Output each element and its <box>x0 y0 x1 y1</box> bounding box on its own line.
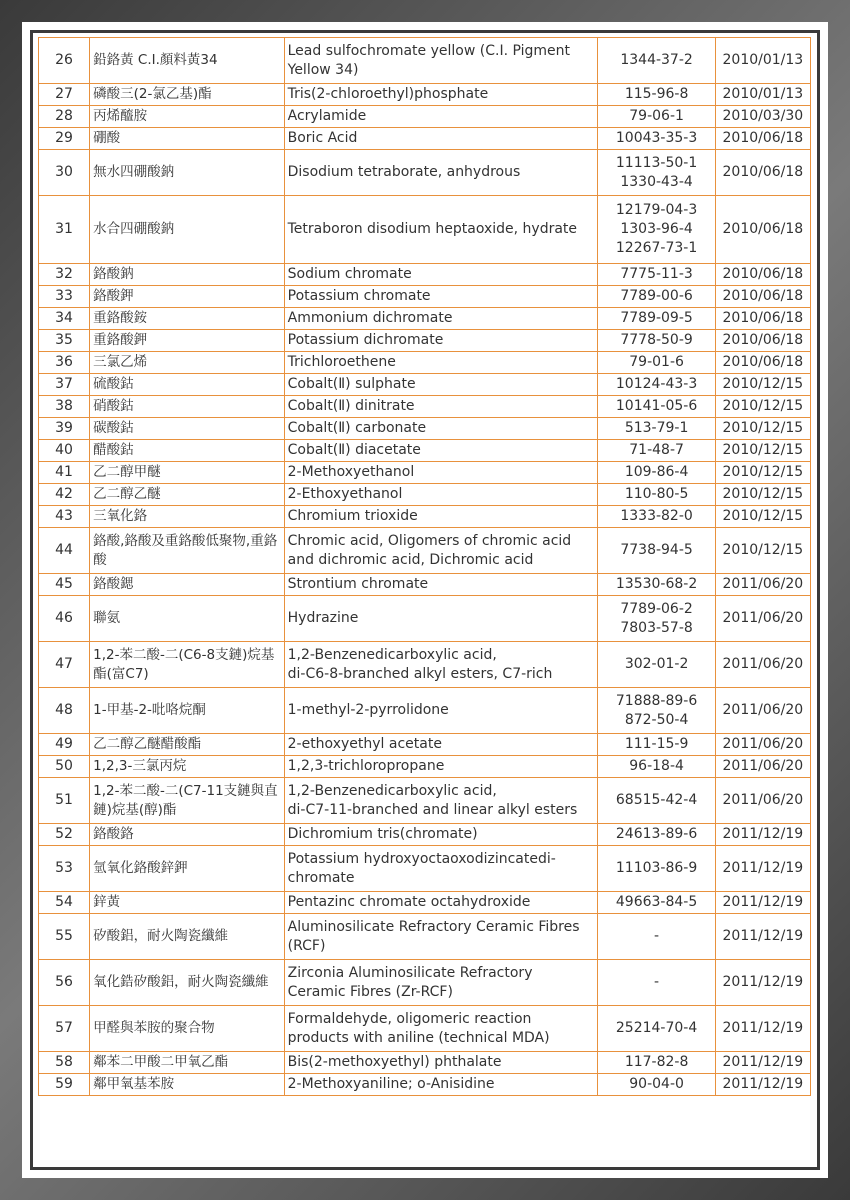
english-name-cell: Trichloroethene <box>284 352 598 374</box>
listing-date-cell: 2010/06/18 <box>715 128 810 150</box>
english-name-cell: Strontium chromate <box>284 574 598 596</box>
table-row <box>39 418 811 440</box>
english-name-cell: 2-Methoxyaniline; o-Anisidine <box>284 1074 598 1096</box>
table-row <box>39 642 811 688</box>
chinese-name-cell: 水合四硼酸鈉 <box>90 196 285 264</box>
row-number-cell: 31 <box>39 196 90 264</box>
table-row <box>39 1052 811 1074</box>
cas-number-cell: 10043-35-3 <box>598 128 715 150</box>
cas-number-cell: 10124-43-3 <box>598 374 715 396</box>
chinese-name-cell: 矽酸鋁，耐火陶瓷纖維 <box>90 914 285 960</box>
cas-number-cell: 71-48-7 <box>598 440 715 462</box>
chinese-name-cell: 氧化鋯矽酸鋁，耐火陶瓷纖維 <box>90 960 285 1006</box>
cas-number-cell: 49663-84-5 <box>598 892 715 914</box>
listing-date-cell: 2010/12/15 <box>715 462 810 484</box>
listing-date-cell: 2010/12/15 <box>715 484 810 506</box>
table-row <box>39 374 811 396</box>
english-name-cell: 1,2-Benzenedicarboxylic acid, di-C7-11-branched and linear alkyl esters <box>284 778 598 824</box>
english-name-cell: Sodium chromate <box>284 264 598 286</box>
cas-number-cell: 115-96-8 <box>598 84 715 106</box>
chinese-name-cell: 鉻酸鈉 <box>90 264 285 286</box>
table-row <box>39 38 811 84</box>
english-name-cell: 1-methyl-2-pyrrolidone <box>284 688 598 734</box>
chinese-name-cell: 聯氨 <box>90 596 285 642</box>
table-row <box>39 778 811 824</box>
listing-date-cell: 2011/06/20 <box>715 596 810 642</box>
row-number-cell: 37 <box>39 374 90 396</box>
row-number-cell: 33 <box>39 286 90 308</box>
substance-table <box>38 37 811 1096</box>
english-name-cell: Chromium trioxide <box>284 506 598 528</box>
row-number-cell: 46 <box>39 596 90 642</box>
table-row <box>39 688 811 734</box>
table-row <box>39 734 811 756</box>
listing-date-cell: 2010/06/18 <box>715 330 810 352</box>
english-name-cell: Cobalt(Ⅱ) carbonate <box>284 418 598 440</box>
cas-number-cell: 302-01-2 <box>598 642 715 688</box>
cas-number-cell: 1333-82-0 <box>598 506 715 528</box>
table-row <box>39 196 811 264</box>
chinese-name-cell: 三氧化鉻 <box>90 506 285 528</box>
chinese-name-cell: 硝酸鈷 <box>90 396 285 418</box>
english-name-cell: Acrylamide <box>284 106 598 128</box>
row-number-cell: 47 <box>39 642 90 688</box>
english-name-cell: Chromic acid, Oligomers of chromic acid and dichromic acid, Dichromic acid <box>284 528 598 574</box>
row-number-cell: 54 <box>39 892 90 914</box>
row-number-cell: 50 <box>39 756 90 778</box>
cas-number-cell: 117-82-8 <box>598 1052 715 1074</box>
english-name-cell: Cobalt(Ⅱ) sulphate <box>284 374 598 396</box>
table-row <box>39 84 811 106</box>
english-name-cell: Lead sulfochromate yellow (C.I. Pigment Yellow 34) <box>284 38 598 84</box>
cas-number-cell: 513-79-1 <box>598 418 715 440</box>
row-number-cell: 56 <box>39 960 90 1006</box>
chinese-name-cell: 鉻酸鉀 <box>90 286 285 308</box>
chinese-name-cell: 鉻酸鍶 <box>90 574 285 596</box>
cas-number-cell: 111-15-9 <box>598 734 715 756</box>
cas-number-cell: 24613-89-6 <box>598 824 715 846</box>
listing-date-cell: 2010/03/30 <box>715 106 810 128</box>
listing-date-cell: 2011/12/19 <box>715 824 810 846</box>
listing-date-cell: 2010/06/18 <box>715 352 810 374</box>
listing-date-cell: 2010/06/18 <box>715 150 810 196</box>
listing-date-cell: 2010/01/13 <box>715 38 810 84</box>
chinese-name-cell: 無水四硼酸鈉 <box>90 150 285 196</box>
listing-date-cell: 2011/06/20 <box>715 756 810 778</box>
chinese-name-cell: 鉻酸,鉻酸及重鉻酸低聚物,重鉻酸 <box>90 528 285 574</box>
listing-date-cell: 2010/12/15 <box>715 418 810 440</box>
english-name-cell: Potassium hydroxyoctaoxodizincatedi-chromate <box>284 846 598 892</box>
listing-date-cell: 2010/12/15 <box>715 440 810 462</box>
chinese-name-cell: 碳酸鈷 <box>90 418 285 440</box>
cas-number-cell: - <box>598 960 715 1006</box>
cas-number-cell: 96-18-4 <box>598 756 715 778</box>
table-row <box>39 528 811 574</box>
english-name-cell: Hydrazine <box>284 596 598 642</box>
english-name-cell: Bis(2-methoxyethyl) phthalate <box>284 1052 598 1074</box>
listing-date-cell: 2010/12/15 <box>715 528 810 574</box>
row-number-cell: 41 <box>39 462 90 484</box>
row-number-cell: 52 <box>39 824 90 846</box>
row-number-cell: 30 <box>39 150 90 196</box>
listing-date-cell: 2011/12/19 <box>715 1006 810 1052</box>
cas-number-cell: 7789-00-6 <box>598 286 715 308</box>
english-name-cell: Disodium tetraborate, anhydrous <box>284 150 598 196</box>
listing-date-cell: 2010/12/15 <box>715 374 810 396</box>
chinese-name-cell: 鉻酸鉻 <box>90 824 285 846</box>
chinese-name-cell: 硫酸鈷 <box>90 374 285 396</box>
listing-date-cell: 2011/06/20 <box>715 574 810 596</box>
cas-number-cell: 7738-94-5 <box>598 528 715 574</box>
table-row <box>39 574 811 596</box>
cas-number-cell: 109-86-4 <box>598 462 715 484</box>
chinese-name-cell: 氫氧化鉻酸鋅鉀 <box>90 846 285 892</box>
row-number-cell: 29 <box>39 128 90 150</box>
row-number-cell: 32 <box>39 264 90 286</box>
table-row <box>39 396 811 418</box>
chinese-name-cell: 鋅黃 <box>90 892 285 914</box>
english-name-cell: 2-Methoxyethanol <box>284 462 598 484</box>
table-row <box>39 440 811 462</box>
listing-date-cell: 2011/12/19 <box>715 960 810 1006</box>
cas-number-cell: 79-01-6 <box>598 352 715 374</box>
table-row <box>39 330 811 352</box>
row-number-cell: 55 <box>39 914 90 960</box>
chinese-name-cell: 磷酸三(2-氯乙基)酯 <box>90 84 285 106</box>
row-number-cell: 35 <box>39 330 90 352</box>
table-row <box>39 106 811 128</box>
listing-date-cell: 2011/06/20 <box>715 778 810 824</box>
row-number-cell: 53 <box>39 846 90 892</box>
listing-date-cell: 2010/12/15 <box>715 396 810 418</box>
table-row <box>39 960 811 1006</box>
row-number-cell: 28 <box>39 106 90 128</box>
listing-date-cell: 2011/12/19 <box>715 892 810 914</box>
cas-number-cell: 7775-11-3 <box>598 264 715 286</box>
chinese-name-cell: 重鉻酸銨 <box>90 308 285 330</box>
row-number-cell: 59 <box>39 1074 90 1096</box>
chinese-name-cell: 鄰甲氧基苯胺 <box>90 1074 285 1096</box>
cas-number-cell: - <box>598 914 715 960</box>
cas-number-cell: 13530-68-2 <box>598 574 715 596</box>
cas-number-cell: 1344-37-2 <box>598 38 715 84</box>
row-number-cell: 58 <box>39 1052 90 1074</box>
chinese-name-cell: 乙二醇乙醚 <box>90 484 285 506</box>
cas-number-cell: 110-80-5 <box>598 484 715 506</box>
listing-date-cell: 2011/12/19 <box>715 1074 810 1096</box>
listing-date-cell: 2010/12/15 <box>715 506 810 528</box>
row-number-cell: 48 <box>39 688 90 734</box>
listing-date-cell: 2010/06/18 <box>715 264 810 286</box>
english-name-cell: Cobalt(Ⅱ) diacetate <box>284 440 598 462</box>
chinese-name-cell: 重鉻酸鉀 <box>90 330 285 352</box>
row-number-cell: 40 <box>39 440 90 462</box>
table-row <box>39 824 811 846</box>
english-name-cell: Tris(2-chloroethyl)phosphate <box>284 84 598 106</box>
chinese-name-cell: 1,2-苯二酸-二(C6-8支鏈)烷基酯(富C7) <box>90 642 285 688</box>
cas-number-cell: 79-06-1 <box>598 106 715 128</box>
table-row <box>39 756 811 778</box>
table-row <box>39 914 811 960</box>
english-name-cell: Cobalt(Ⅱ) dinitrate <box>284 396 598 418</box>
listing-date-cell: 2010/06/18 <box>715 286 810 308</box>
table-row <box>39 352 811 374</box>
cas-number-cell: 90-04-0 <box>598 1074 715 1096</box>
chinese-name-cell: 甲醛與苯胺的聚合物 <box>90 1006 285 1052</box>
row-number-cell: 42 <box>39 484 90 506</box>
cas-number-cell: 12179-04-3 1303-96-4 12267-73-1 <box>598 196 715 264</box>
row-number-cell: 39 <box>39 418 90 440</box>
table-row <box>39 264 811 286</box>
listing-date-cell: 2011/06/20 <box>715 688 810 734</box>
english-name-cell: Boric Acid <box>284 128 598 150</box>
listing-date-cell: 2010/01/13 <box>715 84 810 106</box>
english-name-cell: Zirconia Aluminosilicate Refractory Ceramic Fibres (Zr-RCF) <box>284 960 598 1006</box>
english-name-cell: Potassium dichromate <box>284 330 598 352</box>
cas-number-cell: 11113-50-1 1330-43-4 <box>598 150 715 196</box>
substance-table-body <box>39 38 811 1096</box>
table-row <box>39 1074 811 1096</box>
chinese-name-cell: 乙二醇甲醚 <box>90 462 285 484</box>
cas-number-cell: 7789-06-2 7803-57-8 <box>598 596 715 642</box>
english-name-cell: Tetraboron disodium heptaoxide, hydrate <box>284 196 598 264</box>
table-row <box>39 150 811 196</box>
cas-number-cell: 7789-09-5 <box>598 308 715 330</box>
row-number-cell: 26 <box>39 38 90 84</box>
cas-number-cell: 68515-42-4 <box>598 778 715 824</box>
english-name-cell: Ammonium dichromate <box>284 308 598 330</box>
english-name-cell: Aluminosilicate Refractory Ceramic Fibres (RCF) <box>284 914 598 960</box>
table-row <box>39 128 811 150</box>
table-row <box>39 484 811 506</box>
english-name-cell: Pentazinc chromate octahydroxide <box>284 892 598 914</box>
listing-date-cell: 2011/12/19 <box>715 846 810 892</box>
chinese-name-cell: 三氯乙烯 <box>90 352 285 374</box>
row-number-cell: 36 <box>39 352 90 374</box>
row-number-cell: 45 <box>39 574 90 596</box>
chinese-name-cell: 鄰苯二甲酸二甲氧乙酯 <box>90 1052 285 1074</box>
table-row <box>39 286 811 308</box>
chinese-name-cell: 1,2,3-三氯丙烷 <box>90 756 285 778</box>
chinese-name-cell: 硼酸 <box>90 128 285 150</box>
english-name-cell: 2-Ethoxyethanol <box>284 484 598 506</box>
english-name-cell: 1,2,3-trichloropropane <box>284 756 598 778</box>
cas-number-cell: 25214-70-4 <box>598 1006 715 1052</box>
table-row <box>39 892 811 914</box>
chinese-name-cell: 1,2-苯二酸-二(C7-11支鏈與直鏈)烷基(醇)酯 <box>90 778 285 824</box>
listing-date-cell: 2010/06/18 <box>715 196 810 264</box>
table-row <box>39 506 811 528</box>
cas-number-cell: 10141-05-6 <box>598 396 715 418</box>
listing-date-cell: 2011/12/19 <box>715 914 810 960</box>
table-row <box>39 308 811 330</box>
cas-number-cell: 7778-50-9 <box>598 330 715 352</box>
cas-number-cell: 71888-89-6 872-50-4 <box>598 688 715 734</box>
table-row <box>39 596 811 642</box>
english-name-cell: 1,2-Benzenedicarboxylic acid, di-C6-8-branched alkyl esters, C7-rich <box>284 642 598 688</box>
chinese-name-cell: 醋酸鈷 <box>90 440 285 462</box>
listing-date-cell: 2010/06/18 <box>715 308 810 330</box>
english-name-cell: Dichromium tris(chromate) <box>284 824 598 846</box>
row-number-cell: 27 <box>39 84 90 106</box>
listing-date-cell: 2011/12/19 <box>715 1052 810 1074</box>
row-number-cell: 57 <box>39 1006 90 1052</box>
english-name-cell: Formaldehyde, oligomeric reaction products with aniline (technical MDA) <box>284 1006 598 1052</box>
chinese-name-cell: 乙二醇乙醚醋酸酯 <box>90 734 285 756</box>
english-name-cell: Potassium chromate <box>284 286 598 308</box>
cas-number-cell: 11103-86-9 <box>598 846 715 892</box>
listing-date-cell: 2011/06/20 <box>715 734 810 756</box>
row-number-cell: 51 <box>39 778 90 824</box>
row-number-cell: 43 <box>39 506 90 528</box>
row-number-cell: 44 <box>39 528 90 574</box>
english-name-cell: 2-ethoxyethyl acetate <box>284 734 598 756</box>
table-row <box>39 846 811 892</box>
chinese-name-cell: 鉛鉻黃 C.I.顏料黃34 <box>90 38 285 84</box>
row-number-cell: 34 <box>39 308 90 330</box>
listing-date-cell: 2011/06/20 <box>715 642 810 688</box>
table-row <box>39 462 811 484</box>
chinese-name-cell: 1-甲基-2-吡咯烷酮 <box>90 688 285 734</box>
row-number-cell: 49 <box>39 734 90 756</box>
table-row <box>39 1006 811 1052</box>
row-number-cell: 38 <box>39 396 90 418</box>
chinese-name-cell: 丙烯醯胺 <box>90 106 285 128</box>
